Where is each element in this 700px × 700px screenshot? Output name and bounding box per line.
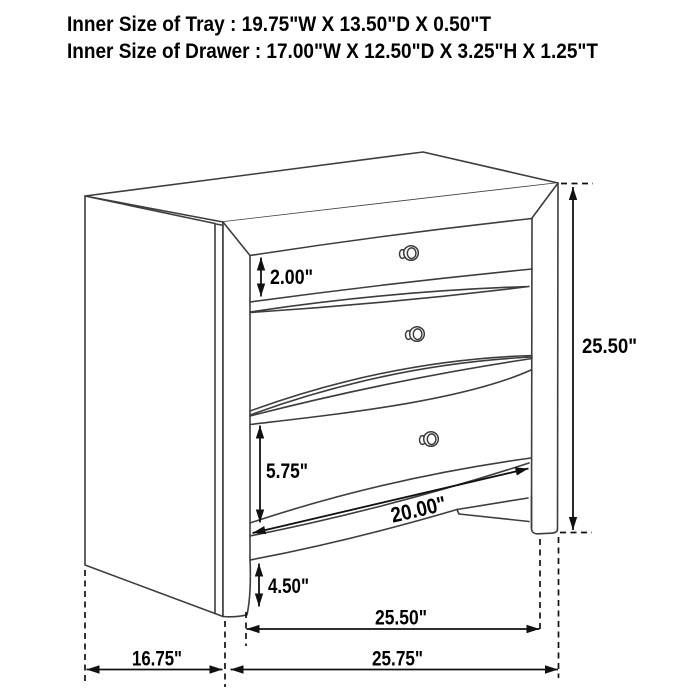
side-depth-label: 16.75": [132, 646, 182, 671]
tray-height-label: 2.00": [270, 266, 313, 289]
tray-size-title: Inner Size of Tray : 19.75"W X 13.50"D X 0.50"T: [67, 12, 491, 36]
overall-width-label: 25.75": [372, 646, 423, 671]
drawer-size-title: Inner Size of Drawer : 17.00"W X 12.50"D X 3.25"H X 1.25"T: [67, 39, 598, 63]
base-clearance-label: 4.50": [268, 575, 309, 598]
drawer-width-label: 20.00": [388, 489, 457, 528]
nightstand-drawing: [85, 152, 558, 617]
drawer-front-height-label: 5.75": [266, 460, 308, 483]
front-face: [223, 183, 558, 617]
overall-height-label: 25.50": [582, 334, 637, 358]
side-panel: [85, 196, 215, 614]
front-base-width-label: 25.50": [375, 605, 427, 630]
